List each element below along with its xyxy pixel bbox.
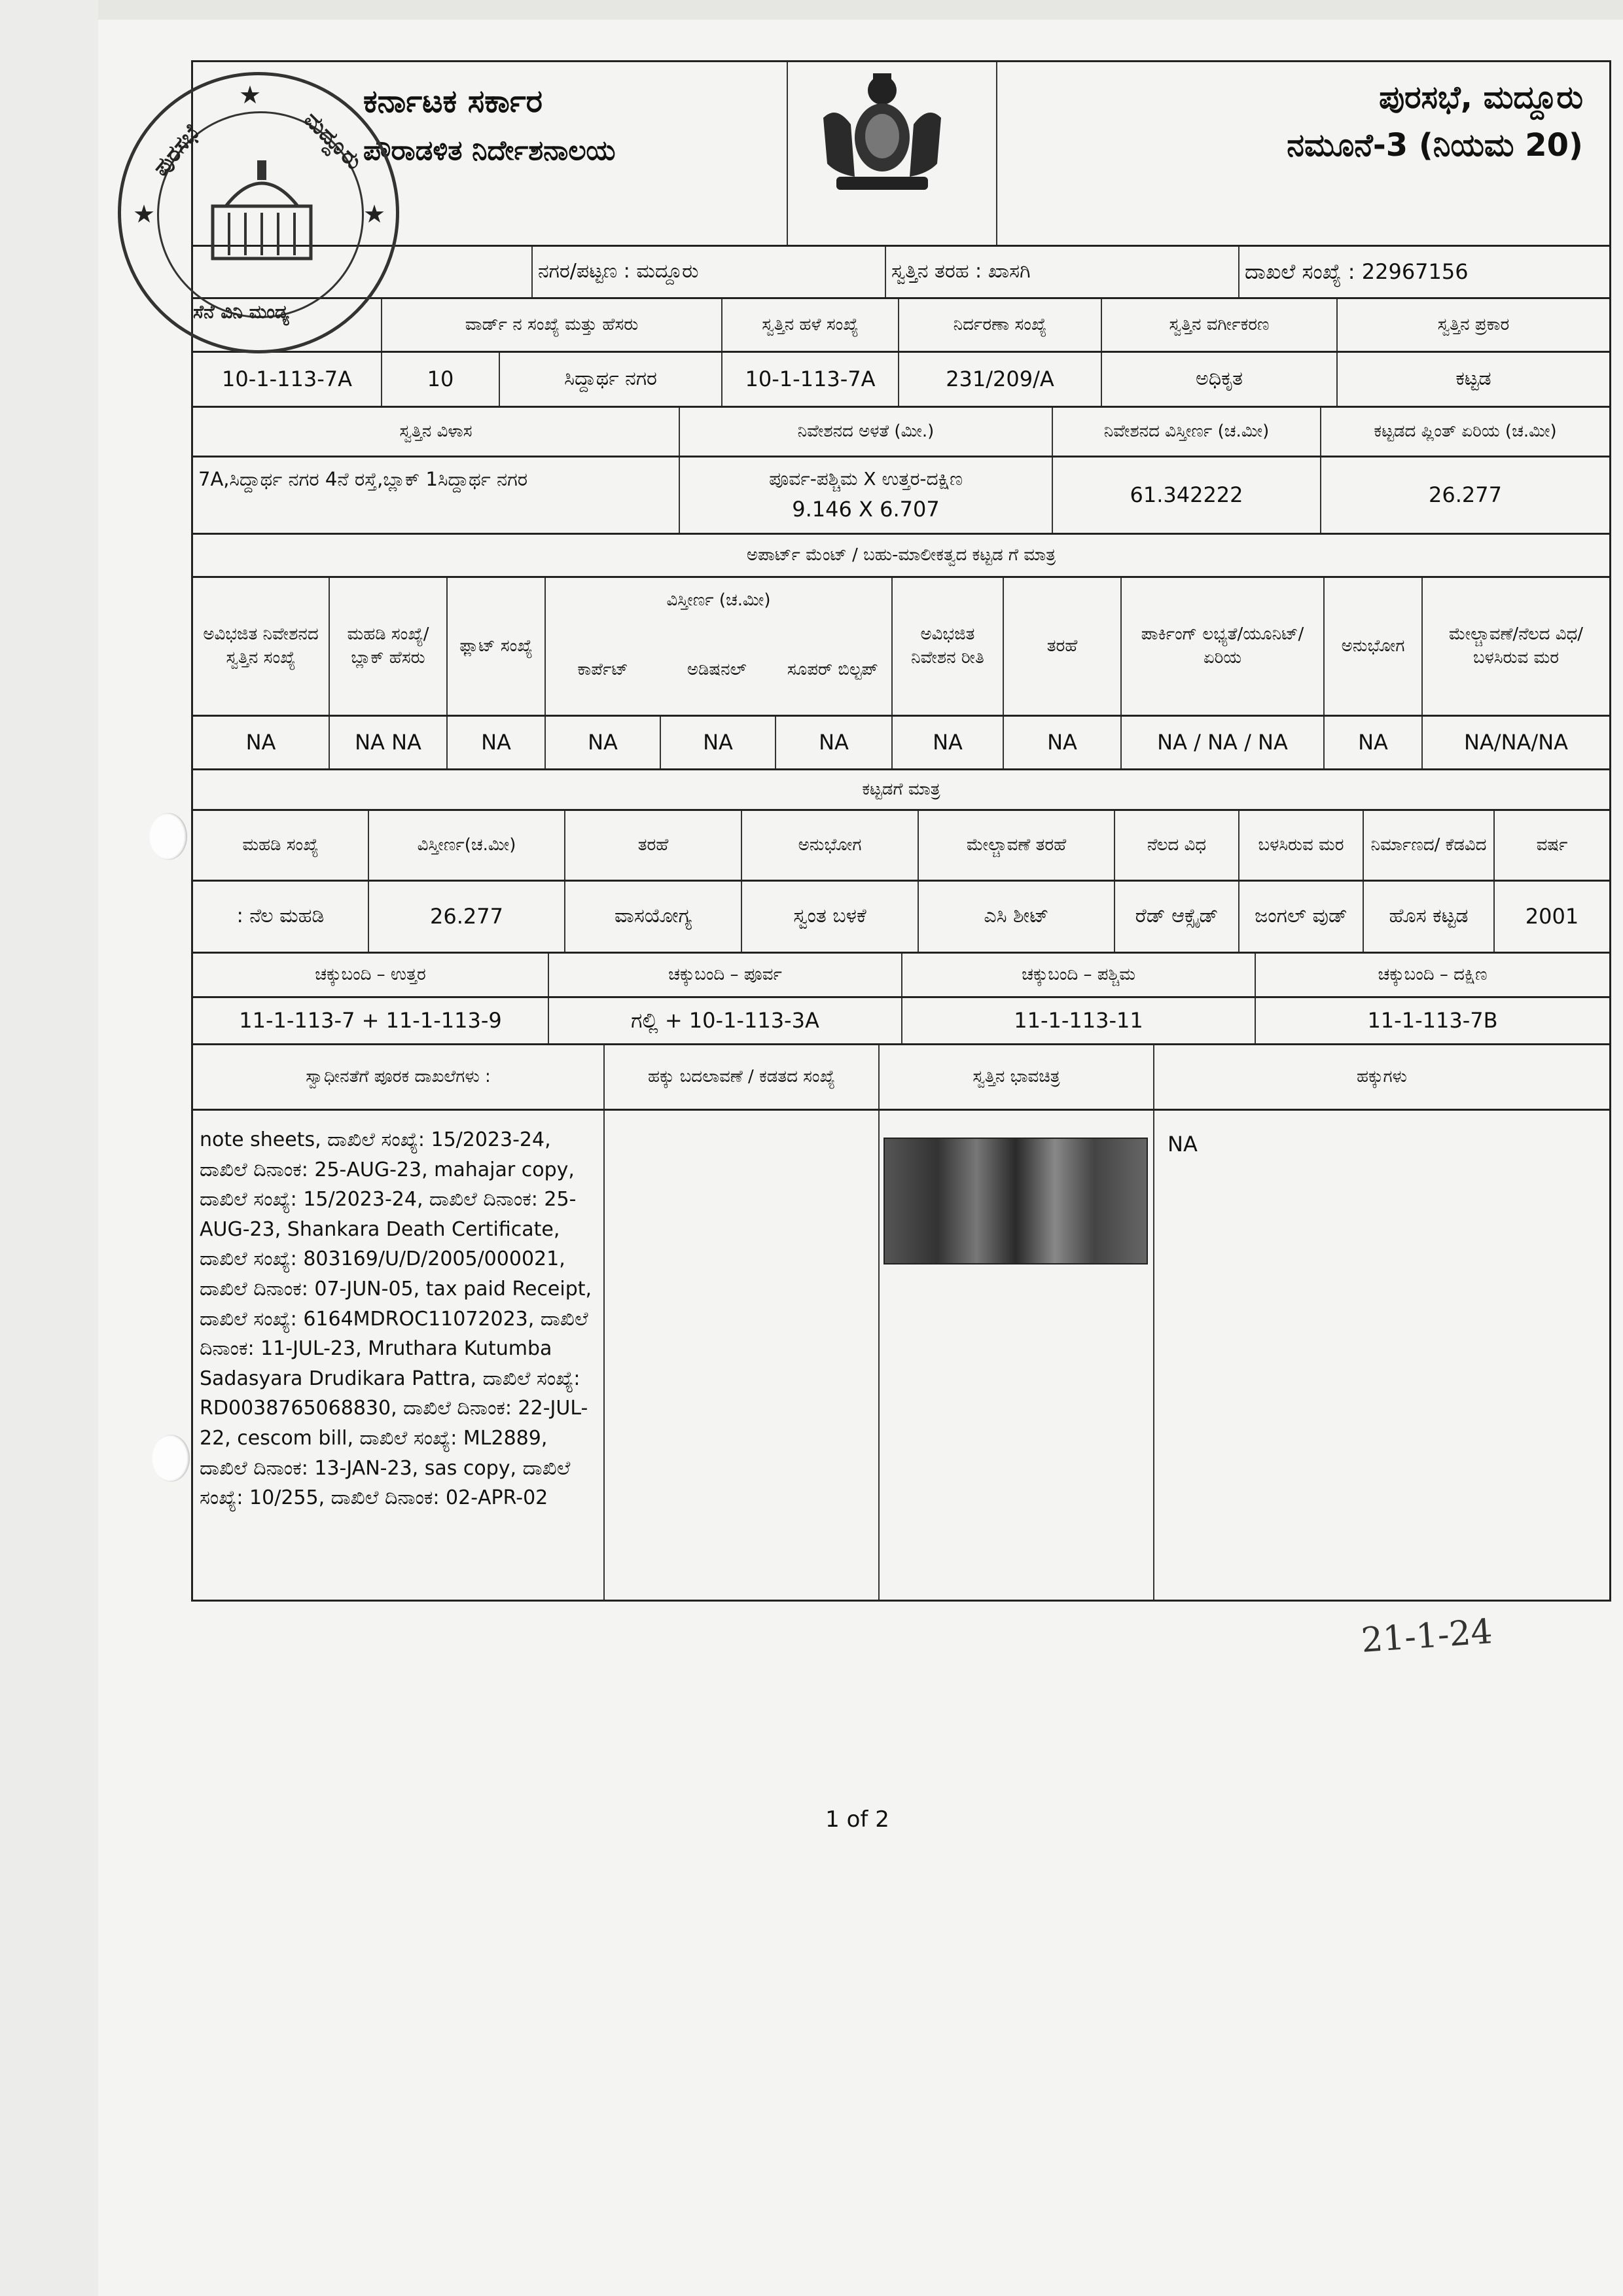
site-area-header: ನಿವೇಶನದ ವಿಸ್ತೀರ್ಣ (ಚ.ಮೀ) (1052, 408, 1320, 456)
plinth-area-header: ಕಟ್ಟಡದ ಪ್ಲಿಂತ್ ಏರಿಯ (ಚ.ಮೀ) (1320, 408, 1611, 456)
doc-h-rights: ಹಕ್ಕುಗಳು (1153, 1045, 1611, 1109)
ward-header-row (191, 297, 1611, 351)
bnd-north: 11-1-113-7 + 11-1-113-9 (191, 998, 548, 1043)
apt-h-floor: ಮಹಡಿ ಸಂಖ್ಯೆ/ಬ್ಲಾಕ್ ಹೆಸರು (329, 578, 446, 715)
scan-top-band (98, 0, 1623, 20)
bld-v-year: 2001 (1493, 882, 1611, 952)
site-dimension-label: ಪೂರ್ವ-ಪಶ್ಚಿಮ X ಉತ್ತರ-ದಕ್ಷಿಣ (769, 468, 963, 490)
bnd-east: ಗಲ್ಲಿ + 10-1-113-3A (548, 998, 901, 1043)
apt-v-3: NA (544, 717, 660, 768)
apt-v-2: NA (446, 717, 544, 768)
apt-v-0: NA (191, 717, 329, 768)
apt-v-6: NA (891, 717, 1003, 768)
bnd-h-south: ಚಕ್ಕುಬಂದಿ – ದಕ್ಷಿಣ (1255, 954, 1611, 996)
apt-v-5: NA (775, 717, 891, 768)
bld-h-construction: ನಿರ್ಮಾಣದ/ ಕೆಡವಿದ (1363, 811, 1493, 880)
punch-hole-bottom (152, 1435, 190, 1482)
apt-v-8: NA / NA / NA (1120, 717, 1323, 768)
bnd-h-north: ಚಕ್ಕುಬಂದಿ – ಉತ್ತರ (191, 954, 548, 996)
bld-v-type: ವಾಸಯೋಗ್ಯ (564, 882, 741, 952)
apt-h-roof-floor-wood: ಮೇಲ್ಚಾವಣೆ/ನೆಲದ ವಿಧ/ಬಳಸಿರುವ ಮರ (1421, 578, 1611, 715)
punch-hole-top (149, 813, 187, 860)
seal-building-icon (200, 147, 324, 272)
building-value-row (191, 880, 1611, 952)
seal-star-icon: ★ (239, 81, 262, 109)
apartment-value-row (191, 715, 1611, 768)
rights-change-no (603, 1111, 878, 1600)
doc-h-photo: ಸ್ವತ್ತಿನ ಭಾವಚಿತ್ರ (878, 1045, 1153, 1109)
apt-h-undivided-no: ಅವಿಭಜಿತ ನಿವೇಶನದ ಸ್ವತ್ತಿನ ಸಂಖ್ಯೆ (191, 578, 329, 715)
bnd-south: 11-1-113-7B (1255, 998, 1611, 1043)
bld-h-roof: ಮೇಲ್ಚಾವಣೆ ತರಹೆ (918, 811, 1114, 880)
bld-v-wood: ಜಂಗಲ್ ವುಡ್ (1238, 882, 1363, 952)
documents-header-row (191, 1043, 1611, 1109)
apt-v-9: NA (1323, 717, 1421, 768)
ward-header-old-no: ಸ್ವತ್ತಿನ ಹಳೆ ಸಂಖ್ಯೆ (721, 299, 898, 351)
page-number: 1 of 2 (825, 1806, 889, 1833)
ward-property-id: 10-1-113-7A (191, 353, 381, 406)
site-dim-header: ನಿವೇಶನದ ಅಳತೆ (ಮೀ.) (679, 408, 1052, 456)
apt-v-4: NA (660, 717, 775, 768)
seal-star-icon: ★ (133, 200, 156, 228)
apt-v-10: NA/NA/NA (1421, 717, 1611, 768)
old-property-no: 10-1-113-7A (721, 353, 898, 406)
rights-value: NA (1153, 1111, 1611, 1600)
info-row (191, 245, 1611, 297)
bld-v-floor: : ನೆಲ ಮಹಡಿ (191, 882, 368, 952)
apt-h-parking: ಪಾರ್ಕಿಂಗ್ ಲಭ್ಯತೆ/ಯೂನಿಟ್/ಏರಿಯ (1120, 578, 1323, 715)
apt-h-type: ತರಹೆ (1003, 578, 1120, 715)
boundary-value-row (191, 996, 1611, 1043)
address-value-row (191, 456, 1611, 533)
supporting-documents: note sheets, ದಾಖಿಲೆ ಸಂಖ್ಯೆ: 15/2023-24, ದಾಖಿಲೆ ದಿನಾಂಕ: 25-AUG-23, mahajar copy, ದಾಖಿಲೆ ಸಂಖ್ಯೆ: 15/2023-24, ದಾಖಿಲೆ ದಿನಾಂಕ: 25-AUG-23, Shankara Death Certificate, ದಾಖಿಲೆ ಸಂಖ್ಯೆ: 803169/U/D/2005/000021, ದಾಖಿಲೆ ದಿನಾಂಕ: 07-JUN-05, tax paid Receipt, ದಾಖಿಲೆ ಸಂಖ್ಯೆ: 6164MDROC11072023, ದಾಖಿಲೆ ದಿನಾಂಕ: 11-JUL-23, Mruthara Kutumba Sadasyara Drudikara Pattra, ದಾಖಿಲೆ ಸಂಖ್ಯೆ: RD0038765068830, ದಾಖಿಲೆ ದಿನಾಂಕ: 22-JUL-22, cescom bill, ದಾಖಿಲೆ ಸಂಖ್ಯೆ: ML2889, ದಾಖಿಲೆ ದಿನಾಂಕ: 13-JAN-23, sas copy, ದಾಖಿಲೆ ಸಂಖ್ಯೆ: 10/255, ದಾಖಿಲೆ ದಿನಾಂಕ: 02-APR-02 (191, 1111, 603, 1600)
apt-h-additional: ಅಡಿಷನಲ್ (687, 660, 747, 680)
seal-star-icon: ★ (363, 200, 386, 228)
building-title: ಕಟ್ಟಡಗೆ ಮಾತ್ರ (191, 770, 1611, 809)
bnd-h-west: ಚಕ್ಕುಬಂದಿ – ಪಶ್ಚಿಮ (901, 954, 1255, 996)
handwritten-note: 21-1-24 (1360, 1612, 1494, 1660)
apt-h-area-label: ವಿಸ್ತೀರ್ಣ (ಚ.ಮೀ) (666, 590, 771, 611)
apt-h-usage: ಅನುಭೋಗ (1323, 578, 1421, 715)
ward-name: ಸಿದ್ದಾರ್ಥ ನಗರ (499, 353, 721, 406)
assessment-no: 231/209/A (898, 353, 1101, 406)
ward-number: 10 (381, 353, 499, 406)
apartment-header-row (191, 576, 1611, 715)
property-address: 7A,ಸಿದ್ದಾರ್ಥ ನಗರ 4ನೆ ರಸ್ತೆ,ಬ್ಲಾಕ್ 1ಸಿದ್ದಾರ್ಥ ನಗರ (191, 457, 679, 533)
info-entry-no: ದಾಖಲೆ ಸಂಖ್ಯೆ : 22967156 (1238, 247, 1611, 297)
site-dimension: 9.146 X 6.707 (792, 496, 940, 522)
doc-h-supporting: ಸ್ವಾಧೀನತೆಗೆ ಪೂರಕ ದಾಖಲೆಗಳು : (191, 1045, 603, 1109)
state-emblem-icon (810, 65, 954, 196)
ward-header-assess-no: ನಿರ್ದರಣಾ ಸಂಖ್ಯೆ (898, 299, 1101, 351)
apt-h-super: ಸೂಪರ್ ಬಿಲ್ಟಪ್ (787, 660, 878, 680)
bld-v-construction: ಹೊಸ ಕಟ್ಟಡ (1363, 882, 1493, 952)
boundary-header-row (191, 952, 1611, 996)
ward-header-name: ವಾರ್ಡ್ ನ ಸಂಖ್ಯೆ ಮತ್ತು ಹೆಸರು (381, 299, 721, 351)
apt-h-undivided-type: ಅವಿಭಜಿತ ನಿವೇಶನ ರೀತಿ (891, 578, 1003, 715)
info-property-type: ಸ್ವತ್ತಿನ ತರಹ : ಖಾಸಗಿ (885, 247, 1238, 297)
ward-header-kind: ಸ್ವತ್ತಿನ ಪ್ರಕಾರ (1336, 299, 1611, 351)
apt-h-carpet: ಕಾರ್ಪೆಟ್ (577, 660, 628, 680)
apartment-title-row (191, 533, 1611, 576)
municipal-seal (118, 72, 399, 353)
property-form (191, 60, 1611, 1600)
bld-h-year: ವರ್ಷ (1493, 811, 1611, 880)
ward-value-row (191, 351, 1611, 406)
form-title: ನಮೂನೆ-3 (ನಿಯಮ 20) (1287, 126, 1583, 164)
bnd-h-east: ಚಕ್ಕುಬಂದಿ – ಪೂರ್ವ (548, 954, 901, 996)
seal-text-right: ಮದ್ದೂರು (298, 106, 368, 175)
table-bottom-border (191, 1600, 1611, 1602)
bnd-west: 11-1-113-11 (901, 998, 1255, 1043)
ward-header-classification: ಸ್ವತ್ತಿನ ವರ್ಗೀಕರಣ (1101, 299, 1336, 351)
building-title-row (191, 768, 1611, 809)
site-dimension-cell (679, 457, 1052, 533)
property-kind: ಕಟ್ಟಡ (1336, 353, 1611, 406)
govt-title: ಕರ್ನಾಟಕ ಸರ್ಕಾರ (363, 83, 543, 120)
apt-v-1: NA NA (329, 717, 446, 768)
bld-v-floor-type: ರೆಡ್ ಆಕ್ಸೈಡ್ (1114, 882, 1238, 952)
building-header-row (191, 809, 1611, 880)
bld-v-roof: ಎಸಿ ಶೀಟ್ (918, 882, 1114, 952)
seal-text-top: ಪುರಸಭೆ (147, 120, 205, 181)
apt-h-area-group (544, 578, 891, 715)
bld-h-type: ತರಹೆ (564, 811, 741, 880)
address-header-row (191, 406, 1611, 456)
bld-h-usage: ಅನುಭೋಗ (741, 811, 918, 880)
bld-v-usage: ಸ್ವಂತ ಬಳಕೆ (741, 882, 918, 952)
municipality-title: ಪುರಸಭೆ, ಮದ್ದೂರು (1379, 79, 1583, 116)
bld-v-area: 26.277 (368, 882, 564, 952)
plinth-area: 26.277 (1320, 457, 1611, 533)
info-city: ನಗರ/ಪಟ್ಟಣ : ಮದ್ದೂರು (531, 247, 885, 297)
property-photo (883, 1138, 1148, 1265)
doc-h-rights-change: ಹಕ್ಕು ಬದಲಾವಣೆ / ಕಡತದ ಸಂಖ್ಯೆ (603, 1045, 878, 1109)
apartment-title: ಅಪಾರ್ಟ್ ಮೆಂಟ್ / ಬಹು-ಮಾಲೀಕತ್ವದ ಕಟ್ಟಡ ಗೆ ಮಾತ್ರ (191, 535, 1611, 576)
bld-h-floor: ಮಹಡಿ ಸಂಖ್ಯೆ (191, 811, 368, 880)
site-area: 61.342222 (1052, 457, 1320, 533)
scan-left-strip (0, 0, 98, 2296)
apt-h-flat: ಫ್ಲಾಟ್ ಸಂಖ್ಯೆ (446, 578, 544, 715)
bld-h-wood: ಬಳಸಿರುವ ಮರ (1238, 811, 1363, 880)
bld-h-area: ವಿಸ್ತೀರ್ಣ(ಚ.ಮೀ) (368, 811, 564, 880)
address-header: ಸ್ವತ್ತಿನ ವಿಳಾಸ (191, 408, 679, 456)
bld-h-floor-type: ನೆಲದ ವಿಧ (1114, 811, 1238, 880)
apt-v-7: NA (1003, 717, 1120, 768)
directorate-title: ಪೌರಾಡಳಿತ ನಿರ್ದೇಶನಾಲಯ (363, 134, 616, 166)
header-right (996, 62, 1611, 245)
seal-text-bottom: ಸೆನೆ ವಿನಿ ಮಂಡ್ಯ (193, 301, 289, 323)
classification: ಅಧಿಕೃತ (1101, 353, 1336, 406)
